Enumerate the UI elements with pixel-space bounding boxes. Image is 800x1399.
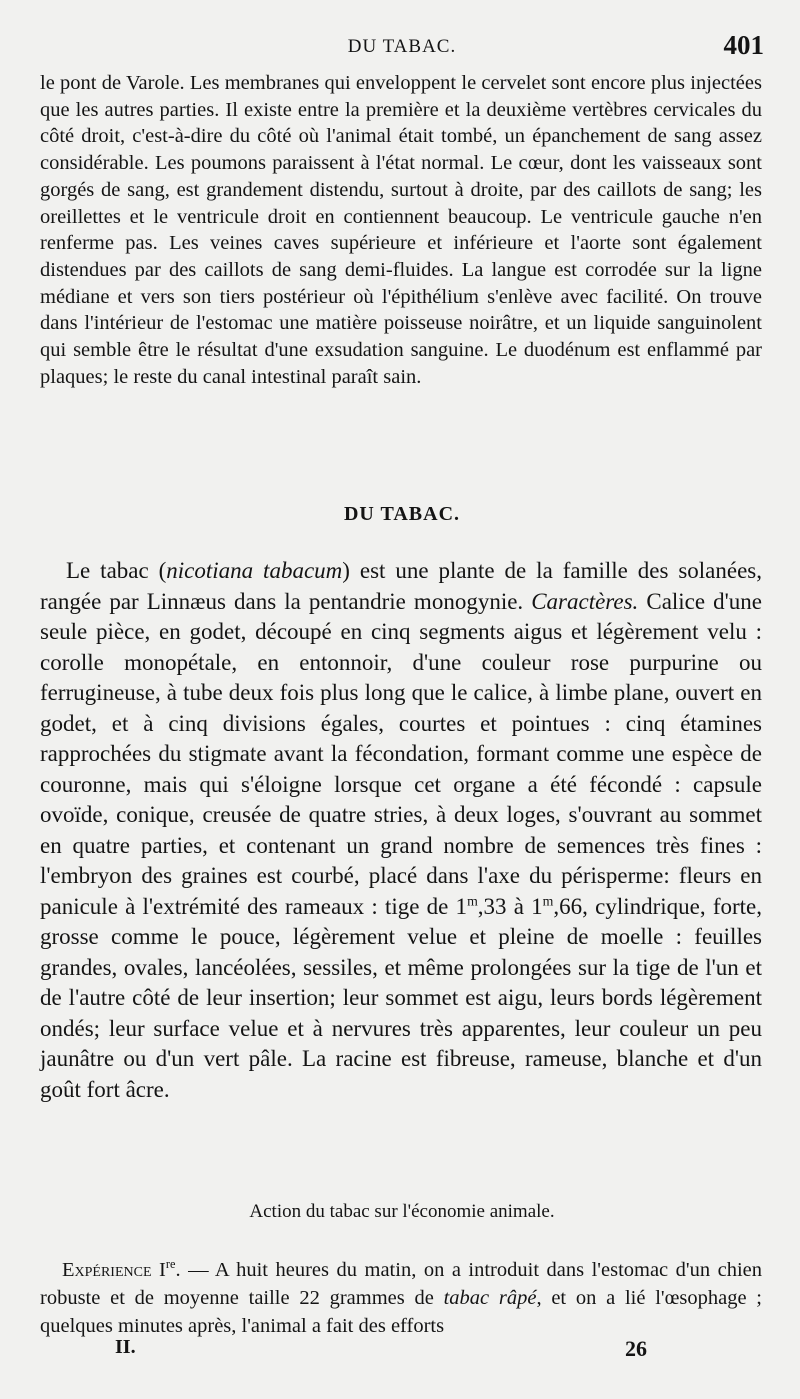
species-name: nicotiana tabacum bbox=[166, 558, 343, 583]
paragraph-experience bbox=[40, 1256, 762, 1340]
after-species-text: ) est une plante de la famille des solanées, rangée par Linnæus dans la pentandrie monogynie. bbox=[40, 558, 762, 614]
paragraph-autopsy-continuation bbox=[40, 70, 762, 390]
description-text-a: Calice d'une seule pièce, en godet, découpé en cinq segments aigus et légèrement velu : corolle monopétale, en entonnoir, d'une couleur rose purpurine ou ferrugineuse, à tube deux fois plus long que le calice, à limbe plane, ouvert en godet, et à cinq divisions égales, courtes et pointues : cinq étamines rapprochées du stigmate avant la fécondation, formant comme une espèce de couronne, mais qui s'éloigne lorsque cet organe a été fécondé : capsule ovoïde, conique, creusée de quatre stries, à deux loges, s'ouvrant au sommet en quatre parties, et contenant un grand nombre de semences très fines : l'embryon des graines est courbé, placé dans l'axe du périsperme: fleurs en panicule à l'extrémité des rameaux : tige de 1 bbox=[40, 588, 762, 919]
intro-text: Le tabac ( bbox=[66, 558, 167, 583]
section-title: DU TABAC. bbox=[343, 503, 461, 525]
paragraph-text: le pont de Varole. Les membranes qui enveloppent le cervelet sont encore plus injectées que les autres parties. Il existe entre la première et la deuxième vertèbres cervicales du côté droit, c'est-à-dire du côté où l'animal était tombé, un épanchement de sang assez considérable. Les poumons paraissent à l'état normal. Le cœur, dont les vaisseaux sont gorgés de sang, est grandement distendu, surtout à droite, par des caillots de sang; les oreillettes et le ventricule droit en contiennent beaucoup. Le ventricule gauche n'en renferme pas. Les veines caves supérieure et inférieure et l'aorte sont également distendues par des caillots de sang demi-fluides. La langue est corrodée sur la ligne médiane et vers son tiers postérieur où l'épithélium s'enlève avec facilité. On trouve dans l'intérieur de l'estomac une matière poisseuse noirâtre, et un liquide sanguinolent qui semble être le résultat d'une exsudation sanguine. Le duodénum est enflammé par plaques; le reste du canal intestinal paraît sain. bbox=[40, 72, 762, 388]
experience-numeral-sup: re bbox=[165, 1257, 176, 1272]
experience-text-a: . — A huit heures du matin, on a introduit dans l'estomac d'un chien robuste et de moyenne taille 22 grammes de bbox=[40, 1259, 762, 1309]
running-title: DU TABAC. bbox=[347, 36, 457, 57]
experience-label: Expérience bbox=[62, 1259, 152, 1281]
caracteres-label: Caractères. bbox=[531, 588, 639, 614]
unit-meter-2: m bbox=[542, 892, 554, 908]
footer-number: 26 bbox=[625, 1336, 647, 1361]
experience-numeral: I bbox=[159, 1259, 166, 1281]
page-footer bbox=[40, 1336, 764, 1366]
unit-meter-1: m bbox=[467, 892, 478, 908]
page-header bbox=[40, 30, 764, 64]
experience-text-b: , et on a lié l'œsophage ; quelques minutes après, l'animal a fait des efforts bbox=[40, 1287, 763, 1337]
signature-mark: II. bbox=[115, 1336, 136, 1358]
paragraph-tabac-description bbox=[40, 556, 762, 1105]
subheading: Action du tabac sur l'économie animale. bbox=[249, 1201, 555, 1222]
page-number: 401 bbox=[723, 30, 764, 60]
description-text-b: ,33 à 1 bbox=[477, 893, 543, 919]
description-text-c: ,66, cylindrique, forte, grosse comme le pouce, légèrement velue et pleine de moelle : feuilles grandes, ovales, lancéolées, sessiles, et même prolongées sur la tige de l'un et de l'autre côté de leur insertion; leur sommet est aigu, leurs bords légèrement ondés; leur surface velue et à nervures très apparentes, leur couleur un peu jaunâtre ou d'un vert pâle. La racine est fibreuse, rameuse, blanche et d'un goût fort âcre. bbox=[40, 893, 762, 1102]
experience-emphasis: tabac râpé bbox=[443, 1287, 537, 1309]
